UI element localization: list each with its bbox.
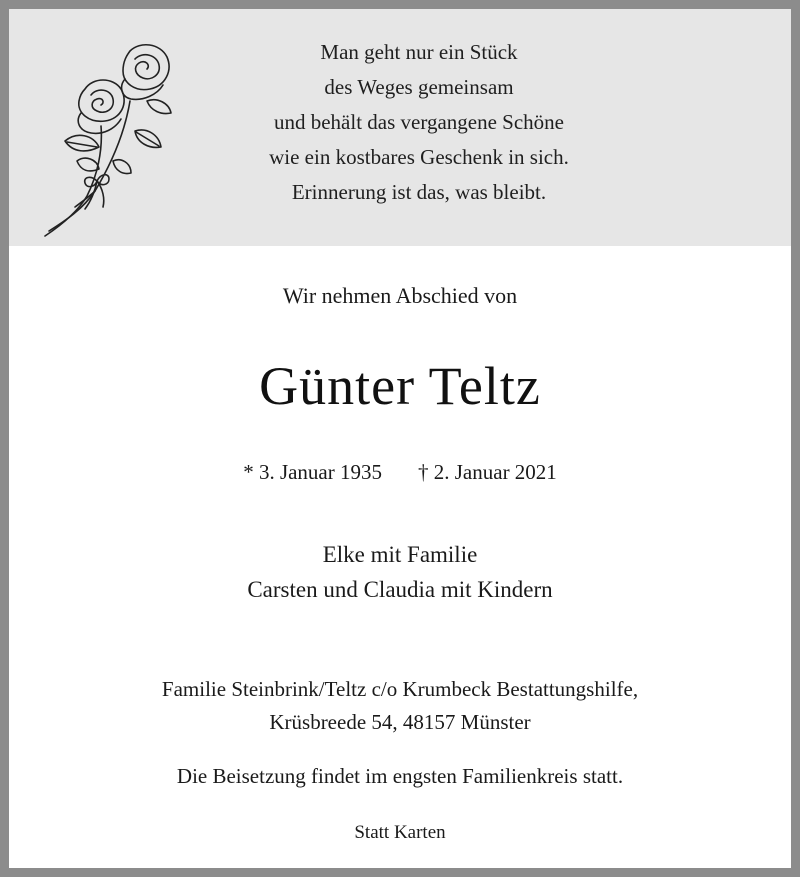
- burial-note: Die Beisetzung findet im engsten Familienkreis statt.: [176, 764, 624, 788]
- deceased-name: Günter Teltz: [259, 356, 541, 416]
- life-dates: [9, 460, 791, 485]
- death-date: † 2. Januar 2021: [418, 460, 557, 484]
- mourner-line: Elke mit Familie: [322, 542, 478, 567]
- mourners-list: [9, 537, 791, 607]
- address-line: Familie Steinbrink/Teltz c/o Krumbeck Bestattungshilfe,: [161, 677, 639, 701]
- poem-line: des Weges gemeinsam: [324, 75, 514, 99]
- poem-line: Man geht nur ein Stück: [320, 40, 518, 64]
- poem-text: [169, 35, 669, 210]
- address-line: Krüsbreede 54, 48157 Münster: [269, 710, 531, 734]
- statt-karten-note: Statt Karten: [354, 822, 446, 843]
- poem-line: Erinnerung ist das, was bleibt.: [291, 180, 547, 204]
- contact-address: [9, 673, 791, 739]
- rose-illustration-icon: [35, 31, 175, 241]
- farewell-intro: Wir nehmen Abschied von: [282, 283, 518, 308]
- poem-line: und behält das vergangene Schöne: [273, 110, 565, 134]
- mourner-line: Carsten und Claudia mit Kindern: [247, 577, 553, 602]
- poem-line: wie ein kostbares Geschenk in sich.: [269, 145, 569, 169]
- poem-panel: [9, 9, 791, 246]
- birth-date: * 3. Januar 1935: [243, 460, 382, 484]
